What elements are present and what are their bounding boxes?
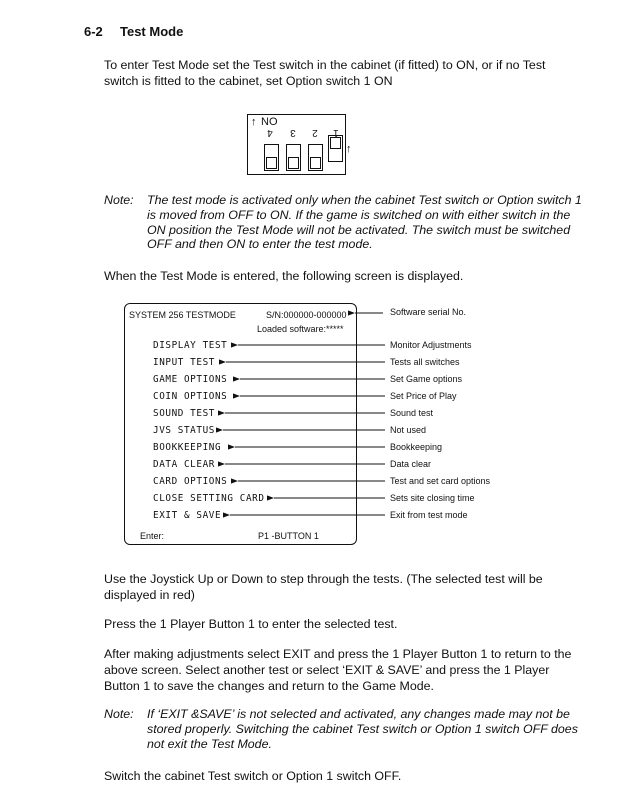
menu-description: Sound test	[390, 408, 434, 418]
screen-intro: When the Test Mode is entered, the following screen is displayed.	[104, 269, 464, 283]
screen-header: SYSTEM 256 TESTMODE	[129, 310, 236, 320]
paragraph-joystick: Use the Joystick Up or Down to step through the tests. (The selected test will be displayed in red)	[104, 572, 543, 602]
dip-number: 3	[290, 127, 296, 138]
menu-item[interactable]: CLOSE SETTING CARD	[153, 493, 265, 504]
menu-description: Set Price of Play	[390, 391, 457, 401]
switch-on-arrow-icon: ↑	[346, 143, 352, 155]
menu-item[interactable]: SOUND TEST	[153, 408, 215, 419]
paragraph-enter: Press the 1 Player Button 1 to enter the selected test.	[104, 617, 398, 631]
intro-paragraph: To enter Test Mode set the Test switch in the cabinet (if fitted) to ON, or if no Test switch is fitted to the cabinet, set Option switch 1 ON	[104, 58, 546, 88]
paragraph-switch-off: Switch the cabinet Test switch or Option 1 switch OFF.	[104, 769, 402, 783]
menu-item[interactable]: CARD OPTIONS	[153, 476, 228, 487]
up-arrow-icon: ↑	[251, 116, 257, 128]
menu-item[interactable]: JVS STATUS	[153, 425, 215, 436]
section-title: Test Mode	[120, 24, 184, 39]
menu-item[interactable]: BOOKKEEPING	[153, 442, 222, 453]
menu-description: Test and set card options	[390, 476, 491, 486]
menu-item[interactable]: COIN OPTIONS	[153, 391, 228, 402]
loaded-software: Loaded software:*****	[257, 324, 344, 334]
menu-description: Tests all switches	[390, 357, 460, 367]
footer-button: P1 -BUTTON 1	[258, 531, 319, 541]
serial-number: S/N:000000-000000	[266, 310, 347, 320]
paragraph-exit: After making adjustments select EXIT and press the 1 Player Button 1 to return to the above screen. Select another test or select ‘EXIT & SAVE’ and press the 1 Player Button 1 to save the changes and return to the Game Mode.	[104, 647, 572, 693]
section-number: 6-2	[84, 24, 103, 39]
menu-description: Not used	[390, 425, 427, 435]
menu-description: Bookkeeping	[390, 442, 443, 452]
note-text: If ‘EXIT &SAVE’ is not selected and activated, any changes made may not be stored properly. Switching the cabinet Test switch or Option 1 switch OFF does not exit the Test Mode.	[147, 707, 578, 751]
dip-number: 4	[267, 127, 273, 138]
menu-description: Exit from test mode	[390, 510, 468, 520]
menu-item[interactable]: DATA CLEAR	[153, 459, 215, 470]
dip-number: 2	[312, 127, 318, 138]
footer-enter: Enter:	[140, 531, 165, 541]
menu-description: Set Game options	[390, 374, 463, 384]
menu-description: Data clear	[390, 459, 432, 469]
menu-item[interactable]: EXIT & SAVE	[153, 510, 222, 521]
note-label: Note:	[104, 707, 134, 721]
serial-description: Software serial No.	[390, 307, 467, 317]
menu-description: Sets site closing time	[390, 493, 475, 503]
dip-number: 1	[333, 127, 339, 138]
dip-no-label: NO	[261, 116, 278, 128]
menu-description: Monitor Adjustments	[390, 340, 472, 350]
menu-item[interactable]: INPUT TEST	[153, 357, 215, 368]
menu-item[interactable]: DISPLAY TEST	[153, 340, 228, 351]
menu-item[interactable]: GAME OPTIONS	[153, 374, 228, 385]
note-text: The test mode is activated only when the cabinet Test switch or Option switch 1 is moved from OFF to ON. If the game is switched on with either switch in the ON position the Test Mode will not be activated. The switch must be switched OFF and then ON to enter the test mode.	[147, 193, 582, 252]
note-label: Note:	[104, 193, 134, 207]
